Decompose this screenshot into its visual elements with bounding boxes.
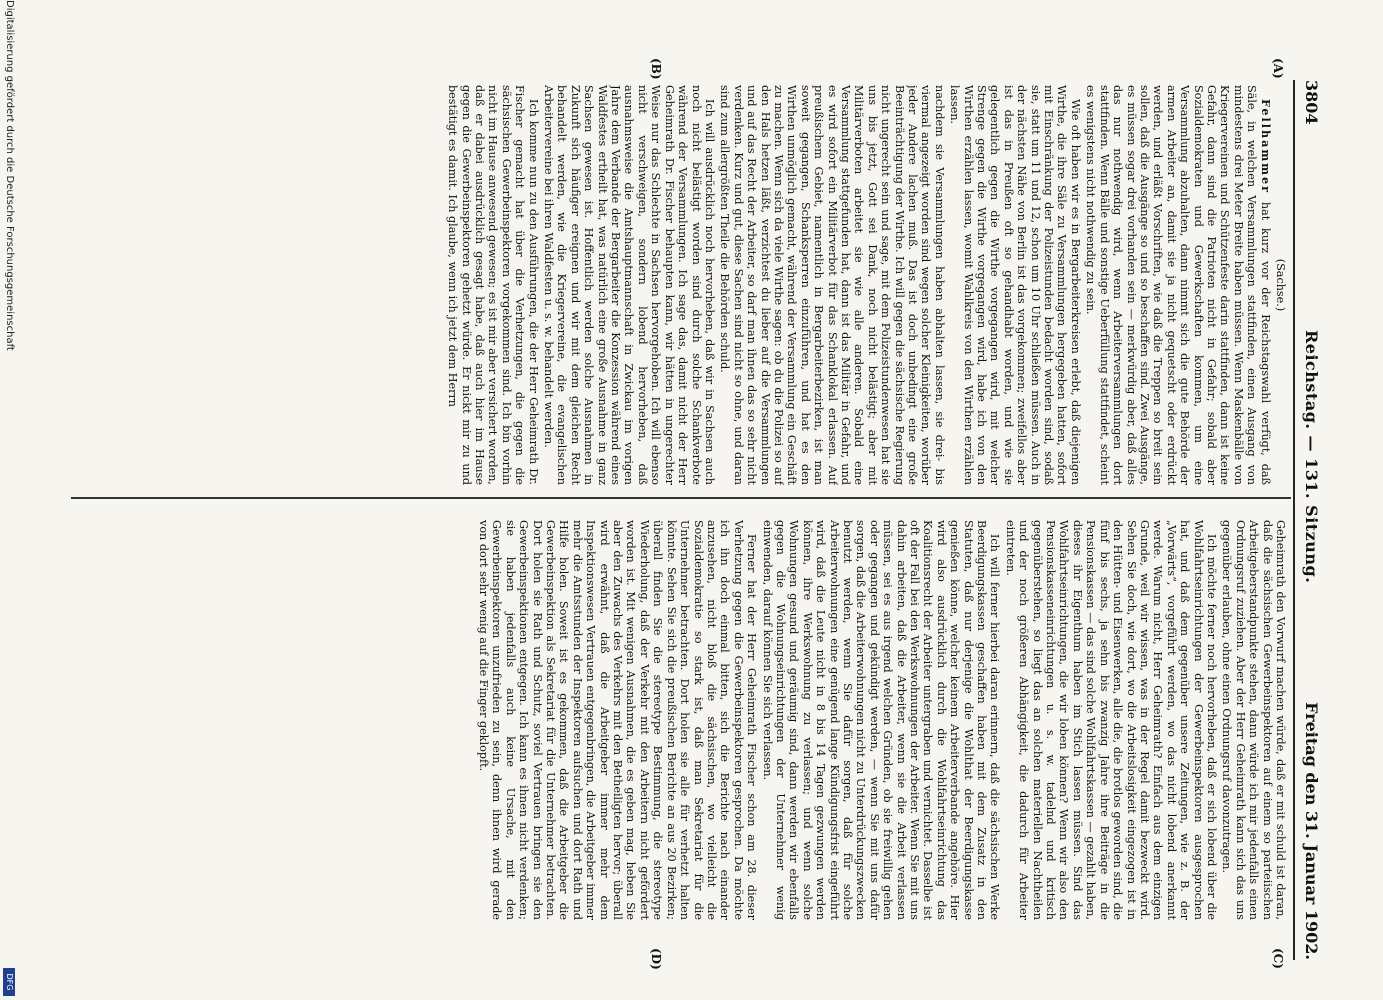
- paragraph-text: hat kurz vor der Reichstagswahl verfügt, daß Säle, in welchen Versammlungen stattfinden, einen Ausgang von mindestens drei Meter Breite haben müssen. Wenn Maskenbälle von Kriegervereinen und Schützenfeste darin stattfinden, dann ist keine Gefahr, dann sind die Patrioten nicht in Gefahr; sobald aber Sozialdemokraten und Gewerkschaften kommen, um eine Versammlung abzuhalten, dann nimmt sich die gute Behörde der armen Arbeiter an, damit sie ja nicht gequetscht oder erdrückt werden, und erläßt Vorschriften, wie daß die Treppen so breit sein sollen, daß die Ausgänge so und so beschaffen sind. Zwei Ausgänge, es müssen sogar drei vorhanden sein — merkwürdig aber, daß alles das nur nothwendig wird, wenn Arbeiterversammlungen dort stattfinden. Wenn Bälle und sonstige Ueberfüllung stattfindet, scheint es wenigstens nicht nothwendig zu sein.: [1084, 85, 1272, 485]
- dfg-logo: DFG: [3, 968, 15, 996]
- page-header: [1295, 80, 1325, 960]
- left-column: [77, 85, 1287, 485]
- paragraph: [1084, 85, 1272, 485]
- margin-marker-c: (C): [1271, 948, 1285, 969]
- paragraph: Ich komme nun zu den Ausführungen, die der Herr Geheimrath Dr. Fischer gemacht hat über die Verhetzungen, die gegen die sächsischen Gewerbeinspektoren vorgekommen sind. Ich bin vorhin nicht im Hause anwesend gewesen; es ist mir aber versichert worden, daß er dabei ausdrücklich gesagt habe, daß auch hier im Hause gegen die Gewerbeinspektoren gehetzt würde. Er nickt mir zu und bestätigt es damit. Ich glaube, wenn ich jetzt dem Herrn: [446, 85, 540, 485]
- margin-marker-a: (A): [1271, 58, 1285, 79]
- column-divider: [71, 497, 1291, 499]
- paragraph: Wie oft haben wir es in Bergarbeiterkreisen erlebt, daß diejenigen Wirthe, die ihre Säle zu Versammlungen hergegeben hatten, sofort mit Einschränkung der Polizeistunden bedacht worden sind, sodaß sie, statt um 11 und 12, schon um 10 Uhr schließen müssen. Auch in der nächsten Nähe von Berlin ist das vorgekommen; zweifellos aber ist das in Preußen oft so gehandhabt worden, und wie sie gelegentlich gegen die Wirthe vorgegangen wird, mit welcher Strenge gegen die Wirthe vorgegangen wird, habe ich von den Wirthen erzählen lassen, womit Wahlkreis von den Wirthen erzählen lassen.: [948, 85, 1082, 485]
- paragraph: Ich will ausdrücklich noch hervorheben, daß wir in Sachsen auch noch nicht belästigt worden sind durch solche Schankverbote während der Versammlungen. Ich sage das, damit nicht der Herr Geheimrath Dr. Fischer behaupten kann, wir hätten in ungerechter Weise nur das Schlechte in Sachsen hervorgehoben. Ich will ebenso nicht verschweigen, sondern lobend hervorheben, daß ausnahmsweise die Amtshauptmannschaft in Zwickau im vorigen Jahre dem Verbande der Bergarbeiter die Konzession während eines Waldfestes ertheilt hat, was natürlich eine große Ausnahme in ganz Sachsen gewesen ist. Hoffentlich werden solche Ausnahmen in Zukunft sich häufiger ereignen und wir mit dem gleichen Recht behandelt werden, wie die Kriegervereine, die evangelischen Arbeitervereine bei ihren Waldfesten u. s. w. behandelt werden.: [542, 85, 716, 485]
- header-rule: [1293, 80, 1295, 960]
- digitization-credit: [1, 0, 15, 1000]
- paragraph: Ich will ferner hierbei daran erinnern, daß die sächsischen Werke Beerdigungskassen geschaffen haben mit dem Zusatz in den Statuten, daß nur derjenige die Wohlthat der Beerdigungskasse genießen könne, welcher keinem Arbeiterverbande angehöre. Hier wird also ausdrücklich durch die Wohlfahrtseinrichtung das Koalitionsrecht der Arbeiter untergraben und vernichtet. Dasselbe ist oft der Fall bei den Werkswohnungen der Arbeiter. Wenn Sie mit uns dahin arbeiten, daß die Arbeiter, wenn sie die Arbeit verlassen müssen, sei es aus irgend welchen Gründen, ob sie freiwillig gehen oder gegangen und gekündigt werden, — wenn Sie mit uns dafür sorgen, daß die Arbeiterwohnungen nicht zu Unterdrückungszwecken benutzt werden, wenn Sie dafür sorgen, daß für solche Arbeiterwohnungen eine genügend lange Kündigungsfrist eingeführt wird, daß die Leute nicht in 8 bis 14 Tagen gezwungen werden können, ihre Werkswohnung zu verlassen; und wenn solche Wohnungen gesund und geräumig sind, dann werden wir ebenfalls gegen die Wohnungseinrichtungen der Unternehmer wenig einwenden, darauf können Sie sich verlassen.: [760, 520, 1002, 920]
- session-date: Freitag den 31. Januar 1902.: [1302, 702, 1321, 960]
- margin-marker-b: (B): [649, 58, 663, 80]
- paragraph: Ferner hat der Herr Geheimrath Fischer schon am 28. dieser Verhetzung gegen die Gewerbeinspektoren gesprochen. Da möchte ich ihn doch einmal bitten, sich die Berichte nach einander anzusehen, nicht bloß die sächsischen, wo vielleicht die Sozialdemokratie so stark ist, daß man Sekretariat für die Unternehmer betrachten. Dort holen sie alle für verhetzt halten könnte. Sehen Sie sich die preußischen Berichte an aus 20 Bezirken; überall finden Sie die stereotype Bestimmung, die stereotype Wiederholung, daß der Verkehr mit den Arbeitern nicht gefördert worden ist. Mit wenigen Ausnahmen, die es geben mag, heben Sie aber den Zuwachs des Verkehrs mit den Betheiligten hervor; überall wird erwähnt, daß die Arbeitgeber immer mehr dem Inspektionswesen Vertrauen entgegenbringen, die Arbeitgeber immer mehr die Amtsstunden der Inspektoren aufsuchen und dort Rath und Hilfe holen. Soweit ist es gekommen, daß die Arbeitgeber die Gewerbeinspektion als Sekretariat für die Unternehmer betrachten. Dort holen sie Rath und Schutz, soviel Vertrauen bringen sie den Gewerbeinspektionen entgegen. Ich kann es ihnen nicht verdenken; sie haben jedenfalls auch keine Ursache, mit den Gewerbeinspektoren unzufrieden zu sein, denn ihnen wird gerade von dort sehr wenig auf die Finger geklopft.: [477, 520, 759, 920]
- running-title: Reichstag. — 131. Sitzung.: [1302, 330, 1321, 584]
- speaker-name: Fellhammer: [1258, 99, 1273, 195]
- margin-marker-d: (D): [649, 948, 663, 970]
- page-number: 3804: [1302, 80, 1321, 125]
- paragraph: Geheimrath den Vorwurf machen würde, daß er mit schuld ist daran, daß die sächsischen Gewerbeinspektoren auf einem so parteiischen Arbeitgeberstandpunkte stehen, dann würde ich mir jedenfalls einen Ordnungsruf zuziehen. Aber der Herr Geheimrath kann sich das uns gegenüber erlauben, ohne einen Ordnungsruf davonzutragen.: [1220, 520, 1287, 920]
- credit-text: Digitalisierung gefördert durch die Deutsche Forschungsgemeinschaft: [4, 0, 15, 351]
- right-column: [77, 520, 1287, 920]
- speaker-context: (Sachse.): [1274, 258, 1287, 312]
- paragraph: nachdem sie Versammlungen haben abhalten lassen, sie drei- bis viermal angezeigt worden sind wegen solcher Kleinigkeiten, worüber jeder Andere lachen muß. Das ist doch unbedingt eine große Beeinträchtigung der Wirthe. Ich will gegen die sächsische Regierung nicht ungerecht sein und sage, mit dem Polizeistundenwesen hat sie uns bis jetzt, Gott sei Dank, noch nicht belästigt; aber mit Militärverboten arbeitet sie wie alle anderen. Sobald eine Versammlung stattgefunden hat, dann ist das Militär in Gefahr, und es wird sofort ein Militärverbot für das Schanklokal erlassen. Auf preußischem Gebiet, namentlich in Bergarbeiterbezirken, ist man soweit gegangen, Schanksperren einzuführen, und hat es den Wirthen unmöglich gemacht, während der Versammlung ein Geschäft zu machen. Wenn sich da viele Wirthe sagen: ob du die Polizei so auf den Hals hetzen läßt, verzichtest du lieber auf die Versammlungen und auf das Recht der Arbeiter, so darf man ihnen das so sehr nicht verdenken. Kurz und gut, diese Sachen sind nicht so ohne, und daran sind zum allergrößten Theile die Behörden schuld.: [718, 85, 946, 485]
- paragraph: Ich möchte ferner noch hervorheben, daß er sich lobend über die Wohlfahrtseinrichtungen der Gewerbeinspektoren ausgesprochen hat, und daß dem gegenüber unsere Zeitungen, wie z. B. der „Vorwärts“, vorgeführt werden, wo das nicht lobend anerkannt werde. Warum nicht, Herr Geheimrath? Einfach aus dem einzigen Grunde, weil wir wissen, was in der Regel damit bezweckt wird. Sehen Sie doch, wie dort, wo die Arbeitslosigkeit eingezogen ist in den Hütten- und Eisenwerken, alle die, die brotlos geworden sind, die fünf bis sechs, ja sehn bis zwanzig Jahre ihre Beiträge in die Pensionskassen — das sind solche Wohlfahrtskassen — gezahlt haben, dieses ihr Eigenthum haben im Stich lassen müssen. Sind das Wohlfahrtseinrichtungen, die wir loben können? Wenn wir also den Pensionskasseneinrichtungen u. s. w. tadelnd und kritisch gegenüberstehen, so liegt das an solchen materiellen Nachtheilen und der noch größeren Abhängigkeit, die dadurch für Arbeiter eintreten.: [1003, 520, 1218, 920]
